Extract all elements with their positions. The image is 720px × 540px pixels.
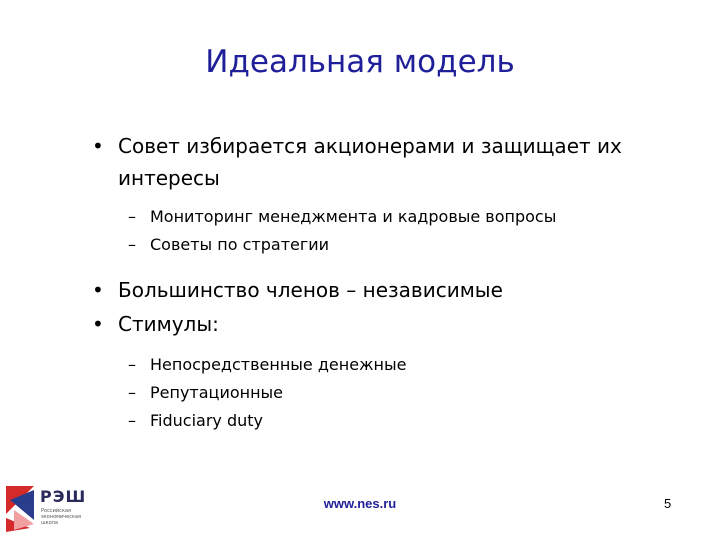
sub-bullet-text: Мониторинг менеджмента и кадровые вопросы <box>150 207 557 226</box>
sub-bullet-marker: – <box>128 235 136 254</box>
sub-bullet-item <box>92 408 692 434</box>
sub-bullet-text: Советы по стратегии <box>150 235 330 254</box>
sub-bullet-marker: – <box>128 355 136 374</box>
bullet-item <box>92 274 692 306</box>
bullet-text: Большинство членов – независимые <box>118 278 503 302</box>
sub-list <box>92 352 692 434</box>
sub-bullet-text: Непосредственные денежные <box>150 355 407 374</box>
sub-bullet-item <box>92 232 692 258</box>
bullet-text: Совет избирается акционерами и защищает их интересы <box>118 134 622 190</box>
sub-bullet-item <box>92 204 692 230</box>
sub-bullet-item <box>92 352 692 378</box>
sub-bullet-item <box>92 380 692 406</box>
page-number: 5 <box>664 496 672 511</box>
logo-subtext: Российская экономическая школа <box>41 508 82 526</box>
sub-bullet-text: Репутационные <box>150 383 284 402</box>
sub-list <box>92 204 692 258</box>
sub-bullet-marker: – <box>128 383 136 402</box>
slide-title: Идеальная модель <box>205 44 515 80</box>
bullet-text: Стимулы: <box>118 312 219 336</box>
bullet-marker: • <box>92 278 104 302</box>
logo-text: РЭШ <box>40 487 87 506</box>
bullet-item <box>92 130 692 194</box>
sub-bullet-marker: – <box>128 411 136 430</box>
footer-url[interactable]: www.nes.ru <box>323 496 397 511</box>
bullet-marker: • <box>92 312 104 336</box>
bullet-marker: • <box>92 134 104 158</box>
bullet-item <box>92 308 692 340</box>
sub-bullet-text: Fiduciary duty <box>150 411 263 430</box>
sub-bullet-marker: – <box>128 207 136 226</box>
bullet-list <box>92 130 692 450</box>
